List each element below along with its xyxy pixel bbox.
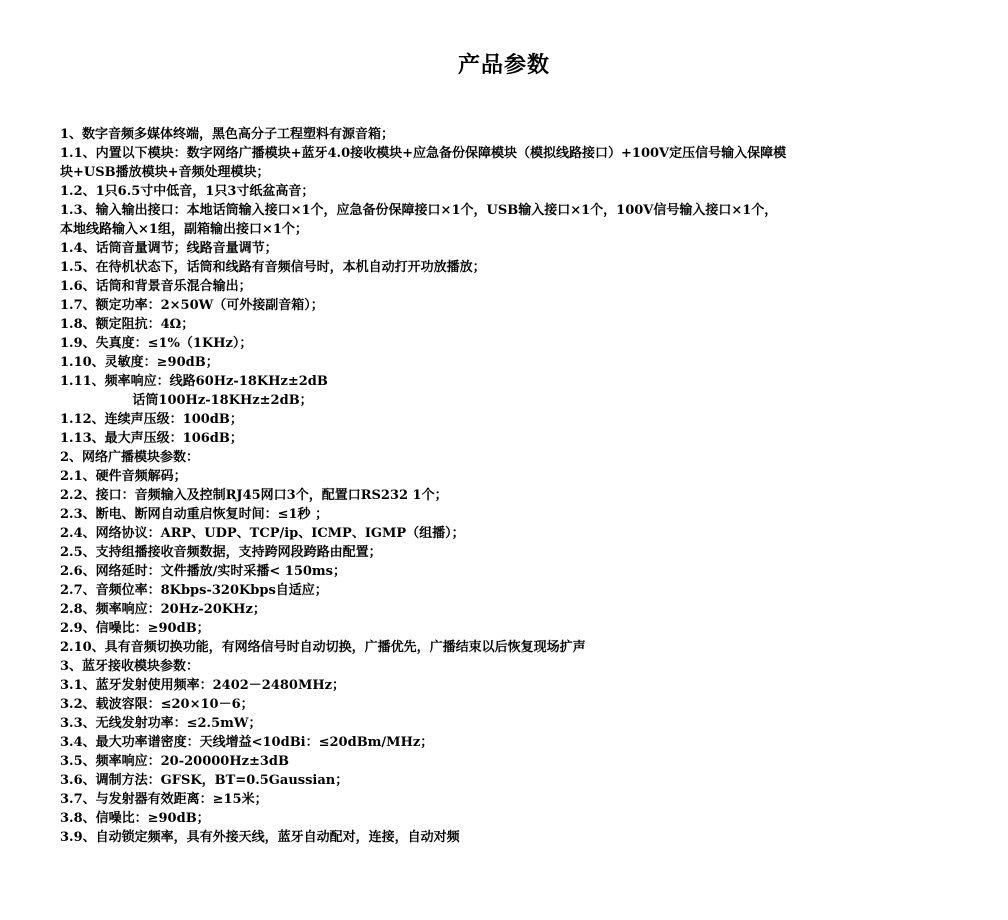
parameter-line: 本地线路输入×1组，副箱输出接口×1个； bbox=[60, 222, 308, 237]
parameter-line: 1.8、额定阻抗：4Ω； bbox=[60, 317, 195, 332]
parameter-line: 1.1、内置以下模块：数字网络广播模块+蓝牙4.0接收模块+应急备份保障模块（模拟线路接口）+100V定压信号输入保障模 bbox=[60, 146, 787, 161]
parameter-line: 话筒100Hz-18KHz±2dB； bbox=[60, 393, 313, 408]
parameter-line: 2.5、支持组播接收音频数据，支持跨网段跨路由配置； bbox=[60, 545, 382, 560]
parameter-line: 2.8、频率响应：20Hz-20KHz； bbox=[60, 602, 266, 617]
parameter-line: 2.4、网络协议：ARP、UDP、TCP/ip、ICMP、IGMP（组播）； bbox=[60, 526, 465, 541]
parameter-line: 1.12、连续声压级：100dB； bbox=[60, 412, 243, 427]
parameter-line: 1.3、输入输出接口：本地话筒输入接口×1个，应急备份保障接口×1个，USB输入接口×1个，100V信号输入接口×1个， bbox=[60, 203, 778, 218]
parameter-line: 2.7、音频位率：8Kbps-320Kbps自适应； bbox=[60, 583, 328, 598]
parameter-line: 块+USB播放模块+音频处理模块； bbox=[60, 165, 270, 180]
parameter-line: 1.9、失真度：≤1%（1KHz）； bbox=[60, 336, 253, 351]
parameter-line: 1.4、话筒音量调节；线路音量调节； bbox=[60, 241, 278, 256]
parameter-line: 3.7、与发射器有效距离：≥15米； bbox=[60, 792, 268, 807]
parameter-line: 1.5、在待机状态下，话筒和线路有音频信号时，本机自动打开功放播放； bbox=[60, 260, 486, 275]
parameter-line: 2.9、信噪比：≥90dB； bbox=[60, 621, 210, 636]
parameter-line: 1.11、频率响应：线路60Hz-18KHz±2dB bbox=[60, 374, 328, 389]
parameter-line: 2.10、具有音频切换功能，有网络信号时自动切换，广播优先，广播结束以后恢复现场扩声 bbox=[60, 640, 586, 655]
page-title: 产品参数 bbox=[457, 53, 550, 78]
parameter-line: 2.1、硬件音频解码； bbox=[60, 469, 187, 484]
parameter-line: 3、蓝牙接收模块参数： bbox=[60, 659, 200, 674]
parameter-line: 1.2、1只6.5寸中低音，1只3寸纸盆高音； bbox=[60, 184, 315, 199]
parameter-line: 1.13、最大声压级：106dB； bbox=[60, 431, 243, 446]
parameter-line: 1.10、灵敏度：≥90dB； bbox=[60, 355, 219, 370]
parameter-line: 3.2、载波容限：≤20×10－6； bbox=[60, 697, 254, 712]
parameter-line: 1.7、额定功率：2×50W（可外接副音箱）； bbox=[60, 298, 324, 313]
parameter-list bbox=[60, 125, 945, 847]
parameter-line: 2、网络广播模块参数： bbox=[60, 450, 200, 465]
parameter-line: 3.1、蓝牙发射使用频率：2402－2480MHz； bbox=[60, 678, 346, 693]
parameter-line: 1、数字音频多媒体终端，黑色高分子工程塑料有源音箱； bbox=[60, 127, 395, 142]
parameter-line: 3.4、最大功率谱密度：天线增益<10dBi：≤20dBm/MHz； bbox=[60, 735, 434, 750]
parameter-line: 3.5、频率响应：20-20000Hz±3dB bbox=[60, 754, 290, 769]
parameter-line: 3.6、调制方法：GFSK，BT=0.5Gaussian； bbox=[60, 773, 349, 788]
parameter-line: 2.2、接口：音频输入及控制RJ45网口3个，配置口RS232 1个； bbox=[60, 488, 448, 503]
parameter-line: 3.9、自动锁定频率，具有外接天线，蓝牙自动配对，连接，自动对频 bbox=[60, 830, 460, 845]
parameter-line: 3.8、信噪比：≥90dB； bbox=[60, 811, 210, 826]
parameter-line: 2.3、断电、断网自动重启恢复时间：≤1秒 ； bbox=[60, 507, 329, 522]
parameter-line: 3.3、无线发射功率：≤2.5mW； bbox=[60, 716, 262, 731]
parameter-line: 2.6、网络延时：文件播放/实时采播< 150ms； bbox=[60, 564, 346, 579]
parameter-line: 1.6、话筒和背景音乐混合输出； bbox=[60, 279, 252, 294]
